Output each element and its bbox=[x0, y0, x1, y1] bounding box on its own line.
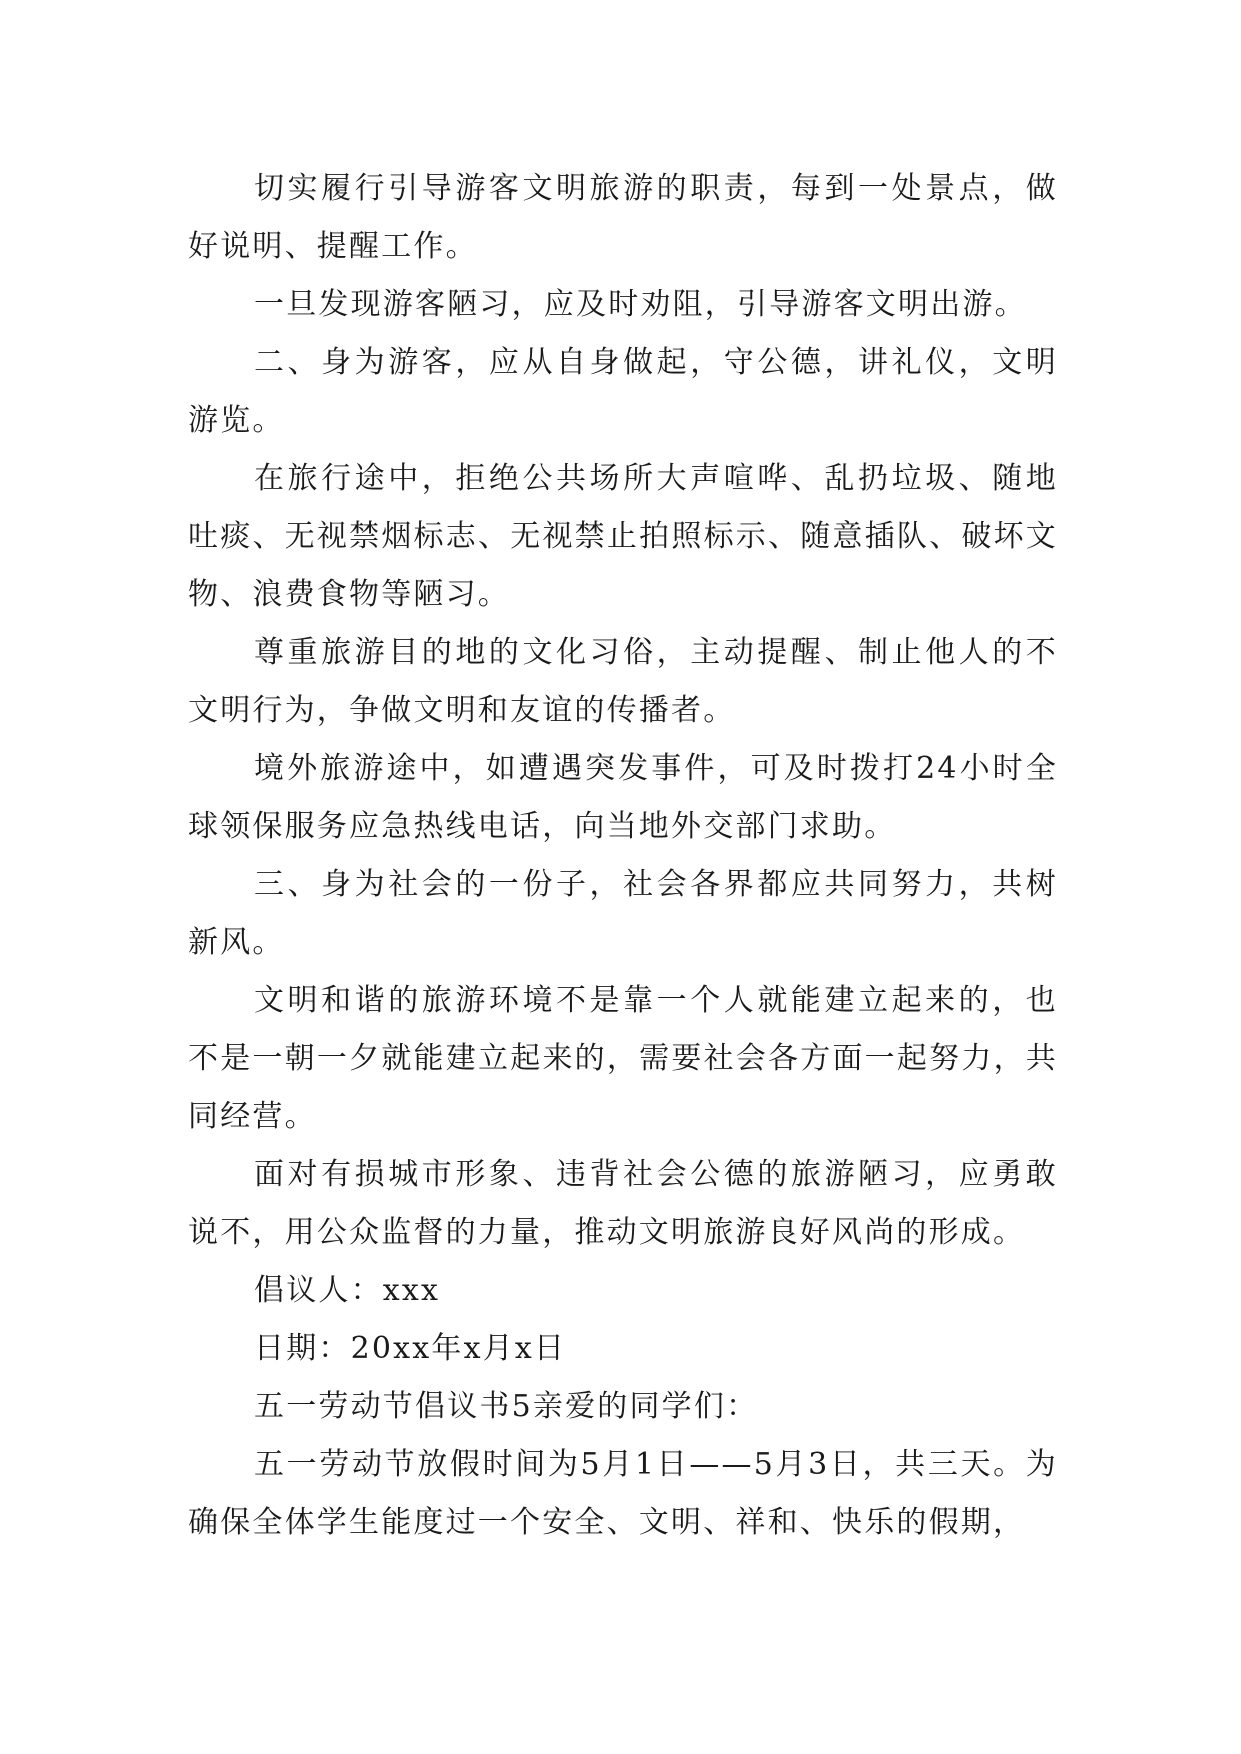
paragraph: 三、身为社会的一份子，社会各界都应共同努力，共树新风。 bbox=[188, 867, 1058, 960]
paragraph: 面对有损城市形象、违背社会公德的旅游陋习，应勇敢说不，用公众监督的力量，推动文明旅游良好风尚的形成。 bbox=[188, 1157, 1058, 1250]
document-body bbox=[188, 160, 1058, 1552]
paragraph: 尊重旅游目的地的文化习俗，主动提醒、制止他人的不文明行为，争做文明和友谊的传播者。 bbox=[188, 635, 1058, 728]
paragraph: 切实履行引导游客文明旅游的职责，每到一处景点，做好说明、提醒工作。 bbox=[188, 171, 1058, 264]
paragraph: 在旅行途中，拒绝公共场所大声喧哗、乱扔垃圾、随地吐痰、无视禁烟标志、无视禁止拍照标示、随意插队、破坏文物、浪费食物等陋习。 bbox=[188, 461, 1058, 612]
section-heading: 五一劳动节倡议书5亲爱的同学们： bbox=[254, 1389, 759, 1424]
signatory-line: 倡议人：xxx bbox=[254, 1273, 441, 1308]
paragraph: 境外旅游途中，如遭遇突发事件，可及时拨打24小时全球领保服务应急热线电话，向当地外交部门求助。 bbox=[188, 751, 1058, 844]
paragraph: 二、身为游客，应从自身做起，守公德，讲礼仪，文明游览。 bbox=[188, 345, 1058, 438]
date-line: 日期：20xx年x月x日 bbox=[254, 1331, 567, 1366]
paragraph: 一旦发现游客陋习，应及时劝阻，引导游客文明出游。 bbox=[254, 287, 1027, 322]
paragraph: 五一劳动节放假时间为5月1日——5月3日，共三天。为确保全体学生能度过一个安全、文明、祥和、快乐的假期， bbox=[188, 1447, 1058, 1540]
paragraph: 文明和谐的旅游环境不是靠一个人就能建立起来的，也不是一朝一夕就能建立起来的，需要社会各方面一起努力，共同经营。 bbox=[188, 983, 1058, 1134]
